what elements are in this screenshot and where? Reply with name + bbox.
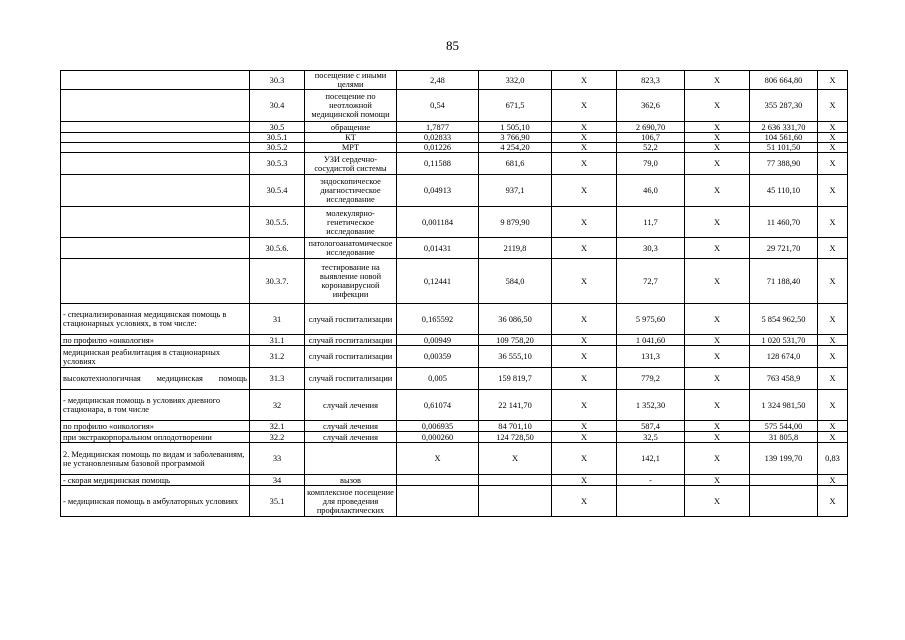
table-cell: Х <box>552 335 617 346</box>
table-cell <box>61 71 250 90</box>
table-row <box>61 71 848 90</box>
table-cell: эндоскопическое диагностическое исследование <box>305 175 397 207</box>
table-cell: при экстракорпоральном оплодотворении <box>61 432 250 443</box>
table-cell: 2. Медицинская помощь по видам и заболеваниям, не установленным базовой программой <box>61 443 250 475</box>
table-cell: медицинская реабилитация в стационарных условиях <box>61 346 250 368</box>
table-cell: по профилю «онкология» <box>61 421 250 432</box>
table-cell: 104 561,60 <box>750 133 818 143</box>
table-cell: случай госпитализации <box>305 346 397 368</box>
table-cell: обращение <box>305 122 397 133</box>
table-cell: 584,0 <box>479 259 552 304</box>
table-cell: 32,5 <box>617 432 685 443</box>
table-cell: тестирование на выявление новой коронавирусной инфекции <box>305 259 397 304</box>
table-cell: 32.2 <box>250 432 305 443</box>
table-cell: Х <box>685 175 750 207</box>
table-cell: 1 324 981,50 <box>750 390 818 421</box>
table-cell: 5 975,60 <box>617 304 685 335</box>
table-row <box>61 143 848 153</box>
table-cell: высокотехнологичная медицинская помощь <box>61 368 250 390</box>
table-cell: КТ <box>305 133 397 143</box>
table-cell: 31.3 <box>250 368 305 390</box>
table-cell: Х <box>552 346 617 368</box>
table-cell: Х <box>685 122 750 133</box>
table-cell: Х <box>685 153 750 175</box>
table-cell: 31 <box>250 304 305 335</box>
table-cell: 45 110,10 <box>750 175 818 207</box>
table-cell: случай госпитализации <box>305 368 397 390</box>
table-cell: 30.5.1 <box>250 133 305 143</box>
table-cell <box>750 475 818 486</box>
table-cell: 1,7877 <box>397 122 479 133</box>
table-cell: 31.2 <box>250 346 305 368</box>
table-row <box>61 443 848 475</box>
table-cell: Х <box>685 421 750 432</box>
table-cell: 671,5 <box>479 90 552 122</box>
table-cell: Х <box>552 475 617 486</box>
table-cell: 159 819,7 <box>479 368 552 390</box>
table-cell: Х <box>552 143 617 153</box>
table-cell: 587,4 <box>617 421 685 432</box>
table-cell: 30.5.3 <box>250 153 305 175</box>
table-cell: Х <box>818 346 848 368</box>
table-row <box>61 486 848 517</box>
table-cell: Х <box>552 432 617 443</box>
table-cell: 2119,8 <box>479 238 552 259</box>
table-cell <box>61 207 250 238</box>
table-cell: Х <box>552 90 617 122</box>
table-cell: вызов <box>305 475 397 486</box>
table-row <box>61 175 848 207</box>
table-cell: Х <box>818 238 848 259</box>
table-cell: комплексное посещение для проведения профилактических <box>305 486 397 517</box>
table-row <box>61 259 848 304</box>
table-cell: 681,6 <box>479 153 552 175</box>
table-cell: Х <box>818 122 848 133</box>
table-cell: - скорая медицинская помощь <box>61 475 250 486</box>
table-cell <box>61 259 250 304</box>
table-cell: 30.5.6. <box>250 238 305 259</box>
table-cell: 1 352,30 <box>617 390 685 421</box>
table-cell: посещение по неотложной медицинской помощи <box>305 90 397 122</box>
table-cell: 1 020 531,70 <box>750 335 818 346</box>
table-cell: Х <box>818 486 848 517</box>
table-cell: 0,00359 <box>397 346 479 368</box>
table-cell: 362,6 <box>617 90 685 122</box>
table-cell: 46,0 <box>617 175 685 207</box>
table-cell: Х <box>685 143 750 153</box>
table-cell: 0,12441 <box>397 259 479 304</box>
table-cell: 0,04913 <box>397 175 479 207</box>
table-cell: 30.4 <box>250 90 305 122</box>
table-cell: Х <box>818 143 848 153</box>
table-cell <box>617 486 685 517</box>
table-cell <box>397 486 479 517</box>
table-cell: - медицинская помощь в условиях дневного стационара, в том числе <box>61 390 250 421</box>
table-cell: 0,02833 <box>397 133 479 143</box>
table-cell: 77 388,90 <box>750 153 818 175</box>
table-cell: 0,01431 <box>397 238 479 259</box>
table-cell: 0,005 <box>397 368 479 390</box>
table-cell: 0,00949 <box>397 335 479 346</box>
table-cell: Х <box>552 71 617 90</box>
table-cell: 0,61074 <box>397 390 479 421</box>
table-cell: Х <box>552 259 617 304</box>
table-cell: Х <box>685 90 750 122</box>
table-cell: Х <box>685 368 750 390</box>
table-cell: Х <box>685 432 750 443</box>
table-cell <box>61 90 250 122</box>
table-cell <box>750 486 818 517</box>
table-cell: 128 674,0 <box>750 346 818 368</box>
table-cell: Х <box>818 259 848 304</box>
table-cell: по профилю «онкология» <box>61 335 250 346</box>
table-cell: 106,7 <box>617 133 685 143</box>
table-cell: 355 287,30 <box>750 90 818 122</box>
table-cell <box>61 133 250 143</box>
table-cell: 51 101,50 <box>750 143 818 153</box>
table-cell: Х <box>685 133 750 143</box>
table-cell <box>61 122 250 133</box>
table-row <box>61 90 848 122</box>
table-cell <box>479 486 552 517</box>
table-cell: Х <box>552 390 617 421</box>
table-cell: 84 701,10 <box>479 421 552 432</box>
table-cell: 0,83 <box>818 443 848 475</box>
table-cell: Х <box>818 432 848 443</box>
table-cell: Х <box>685 335 750 346</box>
table-row <box>61 304 848 335</box>
table-cell: 72,7 <box>617 259 685 304</box>
table-cell: случай лечения <box>305 390 397 421</box>
table-cell: молекулярно-генетическое исследование <box>305 207 397 238</box>
table-cell: 22 141,70 <box>479 390 552 421</box>
table-cell: 71 188,40 <box>750 259 818 304</box>
table-cell: Х <box>685 475 750 486</box>
table-cell: УЗИ сердечно-сосудистой системы <box>305 153 397 175</box>
table-cell: случай госпитализации <box>305 335 397 346</box>
table-cell: 3 766,90 <box>479 133 552 143</box>
table-cell: 36 086,50 <box>479 304 552 335</box>
table-cell: 32.1 <box>250 421 305 432</box>
table-cell: Х <box>818 153 848 175</box>
table-cell: посещение с иными целями <box>305 71 397 90</box>
table-cell: Х <box>552 175 617 207</box>
table-cell: 29 721,70 <box>750 238 818 259</box>
table-row <box>61 421 848 432</box>
table-cell: 31 805,8 <box>750 432 818 443</box>
table-cell: 575 544,00 <box>750 421 818 432</box>
table-cell: 34 <box>250 475 305 486</box>
table-cell: 30.5.2 <box>250 143 305 153</box>
table-cell: 937,1 <box>479 175 552 207</box>
table-cell <box>61 175 250 207</box>
table-cell: 0,006935 <box>397 421 479 432</box>
table-cell: Х <box>552 153 617 175</box>
table-cell: 30,3 <box>617 238 685 259</box>
table-cell: 332,0 <box>479 71 552 90</box>
table-cell: Х <box>552 122 617 133</box>
table-cell: 30.3 <box>250 71 305 90</box>
table-row <box>61 207 848 238</box>
table-cell: - специализированная медицинская помощь в стационарных условиях, в том числе: <box>61 304 250 335</box>
table-cell: Х <box>685 304 750 335</box>
table-row <box>61 475 848 486</box>
table-cell: 763 458,9 <box>750 368 818 390</box>
table-cell: Х <box>685 443 750 475</box>
table-cell: 35.1 <box>250 486 305 517</box>
table-cell: 1 041,60 <box>617 335 685 346</box>
table-cell: 5 854 962,50 <box>750 304 818 335</box>
table-cell: 2 636 331,70 <box>750 122 818 133</box>
table-cell: 30.5.5. <box>250 207 305 238</box>
table-cell: 4 254,20 <box>479 143 552 153</box>
table-cell: 11,7 <box>617 207 685 238</box>
table-cell <box>61 153 250 175</box>
table-cell: 30.3.7. <box>250 259 305 304</box>
table-cell: Х <box>552 368 617 390</box>
table-cell <box>61 238 250 259</box>
table-cell: 779,2 <box>617 368 685 390</box>
table-cell: 131,3 <box>617 346 685 368</box>
table-cell: случай лечения <box>305 421 397 432</box>
table-cell: 2 690,70 <box>617 122 685 133</box>
table-cell: 0,000260 <box>397 432 479 443</box>
table-cell: 0,165592 <box>397 304 479 335</box>
table-cell: 139 199,70 <box>750 443 818 475</box>
table-cell: Х <box>685 486 750 517</box>
table-cell: 30.5.4 <box>250 175 305 207</box>
table-cell: 2,48 <box>397 71 479 90</box>
table-cell: Х <box>479 443 552 475</box>
table-row <box>61 153 848 175</box>
table-cell <box>61 143 250 153</box>
table-cell: Х <box>818 207 848 238</box>
table-cell: 32 <box>250 390 305 421</box>
table-row <box>61 390 848 421</box>
table-cell: 31.1 <box>250 335 305 346</box>
page-number: 85 <box>446 38 459 53</box>
table-cell: Х <box>552 207 617 238</box>
table-cell <box>479 475 552 486</box>
table-row <box>61 432 848 443</box>
table-cell <box>305 443 397 475</box>
table-cell: 0,54 <box>397 90 479 122</box>
table-cell: 0,001184 <box>397 207 479 238</box>
table-cell: патологоанатомическое исследование <box>305 238 397 259</box>
table-cell: Х <box>818 133 848 143</box>
table-cell: Х <box>685 346 750 368</box>
table-cell: 142,1 <box>617 443 685 475</box>
table-cell: Х <box>818 368 848 390</box>
table-cell: - медицинская помощь в амбулаторных условиях <box>61 486 250 517</box>
tariff-table <box>60 70 848 517</box>
table-cell: Х <box>818 335 848 346</box>
table-cell: Х <box>818 90 848 122</box>
table-cell: Х <box>818 390 848 421</box>
table-cell: Х <box>818 71 848 90</box>
table-cell: Х <box>685 207 750 238</box>
table-cell: Х <box>818 421 848 432</box>
table-cell: 11 460,70 <box>750 207 818 238</box>
table-row <box>61 238 848 259</box>
table-cell: 109 758,20 <box>479 335 552 346</box>
table-cell: Х <box>818 175 848 207</box>
table-cell: Х <box>685 71 750 90</box>
table-cell: 0,01226 <box>397 143 479 153</box>
table-cell: Х <box>552 421 617 432</box>
table-cell: Х <box>552 304 617 335</box>
table-row <box>61 122 848 133</box>
table-cell: Х <box>552 443 617 475</box>
table-cell: 52,2 <box>617 143 685 153</box>
table-cell: Х <box>818 475 848 486</box>
table-cell: - <box>617 475 685 486</box>
table-cell: Х <box>552 133 617 143</box>
table-cell: 36 555,10 <box>479 346 552 368</box>
table-cell: Х <box>685 259 750 304</box>
table-cell: Х <box>552 486 617 517</box>
table-cell: Х <box>818 304 848 335</box>
table-cell: случай госпитализации <box>305 304 397 335</box>
table-cell: 124 728,50 <box>479 432 552 443</box>
table-row <box>61 346 848 368</box>
table-cell: Х <box>685 390 750 421</box>
table-cell <box>397 475 479 486</box>
table-cell: 823,3 <box>617 71 685 90</box>
table-cell: Х <box>552 238 617 259</box>
table-cell: 30.5 <box>250 122 305 133</box>
table-cell: 1 505,10 <box>479 122 552 133</box>
table-cell: Х <box>397 443 479 475</box>
table-cell: МРТ <box>305 143 397 153</box>
table-cell: 79,0 <box>617 153 685 175</box>
table-cell: Х <box>685 238 750 259</box>
table-cell: 33 <box>250 443 305 475</box>
table-row <box>61 133 848 143</box>
table-cell: случай лечения <box>305 432 397 443</box>
table-cell: 0,11588 <box>397 153 479 175</box>
table-cell: 9 879,90 <box>479 207 552 238</box>
table-row <box>61 368 848 390</box>
table-cell: 806 664,80 <box>750 71 818 90</box>
table-row <box>61 335 848 346</box>
